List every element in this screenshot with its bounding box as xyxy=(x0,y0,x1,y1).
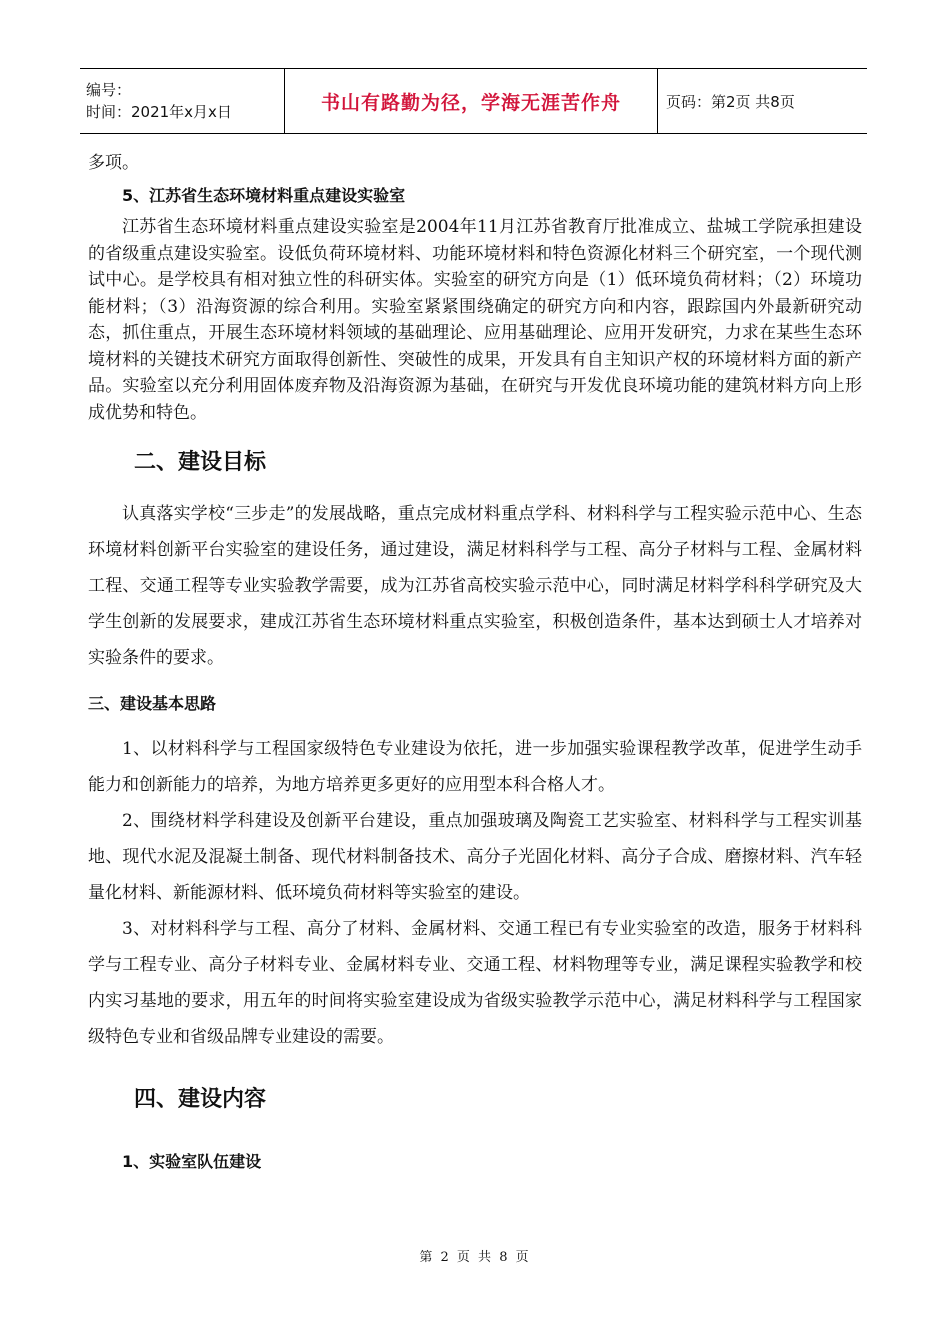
idea-paragraph-2: 2、围绕材料学科建设及创新平台建设，重点加强玻璃及陶瓷工艺实验室、材料科学与工程实训基地、现代水泥及混凝土制备、现代材料制备技术、高分子光固化材料、高分子合成、磨擦材料、汽车轻量化材料、新能源材料、低环境负荷材料等实验室的建设。 xyxy=(88,811,862,903)
header-time-label: 时间：2021年x月x日 xyxy=(86,103,232,121)
heading-basic-ideas: 三、建设基本思路 xyxy=(88,694,217,713)
header-motto: 书山有路勤为径，学海无涯苦作舟 xyxy=(285,69,658,134)
continuation-text: 多项。 xyxy=(88,153,139,173)
subheading-staff-building: 1、实验室队伍建设 xyxy=(122,1152,262,1171)
section5-title: 5、江苏省生态环境材料重点建设实验室 xyxy=(122,185,406,205)
heading-construction-content: 四、建设内容 xyxy=(134,1087,267,1112)
heading-construction-goal: 二、建设目标 xyxy=(134,450,267,475)
page-header xyxy=(80,68,867,134)
document-body xyxy=(88,150,862,1175)
header-number-label: 编号： xyxy=(86,81,132,99)
section5-paragraph: 江苏省生态环境材料重点建设实验室是2004年11月江苏省教育厅批准成立、盐城工学院承担建设的省级重点建设实验室。设低负荷环境材料、功能环境材料和特色资源化材料三个研究室，一个现代测试中心。是学校具有相对独立性的科研实体。实验室的研究方向是（1）低环境负荷材料；（2）环境功能材料；（3）沿海资源的综合利用。实验室紧紧围绕确定的研究方向和内容，跟踪国内外最新研究动态，抓住重点，开展生态环境材料领域的基础理论、应用基础理论、应用开发研究，力求在某些生态环境材料的关键技术研究方面取得创新性、突破性的成果，开发具有自主知识产权的环境材料方面的新产品。实验室以充分利用固体废弃物及沿海资源为基础，在研究与开发优良环境功能的建筑材料方向上形成优势和特色。 xyxy=(88,217,862,423)
goal-paragraph: 认真落实学校“三步走”的发展战略，重点完成材料重点学科、材料科学与工程实验示范中心、生态环境材料创新平台实验室的建设任务，通过建设，满足材料科学与工程、高分子材料与工程、金属材料工程、交通工程等专业实验教学需要，成为江苏省高校实验示范中心，同时满足材料学科科学研究及大学生创新的发展要求，建成江苏省生态环境材料重点实验室，积极创造条件，基本达到硕士人才培养对实验条件的要求。 xyxy=(88,504,862,668)
idea-paragraph-3: 3、对材料科学与工程、高分了材料、金属材料、交通工程已有专业实验室的改造，服务于材料科学与工程专业、高分子材料专业、金属材料专业、交通工程、材料物理等专业，满足课程实验教学和校内实习基地的要求，用五年的时间将实验室建设成为省级实验教学示范中心，满足材料科学与工程国家级特色专业和省级品牌专业建设的需要。 xyxy=(88,919,862,1047)
header-page-info: 页码：第2页 共8页 xyxy=(666,92,795,111)
idea-paragraph-1: 1、以材料科学与工程国家级特色专业建设为依托，进一步加强实验课程教学改革，促进学生动手能力和创新能力的培养，为地方培养更多更好的应用型本科合格人才。 xyxy=(88,739,862,795)
page-footer: 第 2 页 共 8 页 xyxy=(419,1250,531,1265)
header-meta xyxy=(80,69,285,134)
